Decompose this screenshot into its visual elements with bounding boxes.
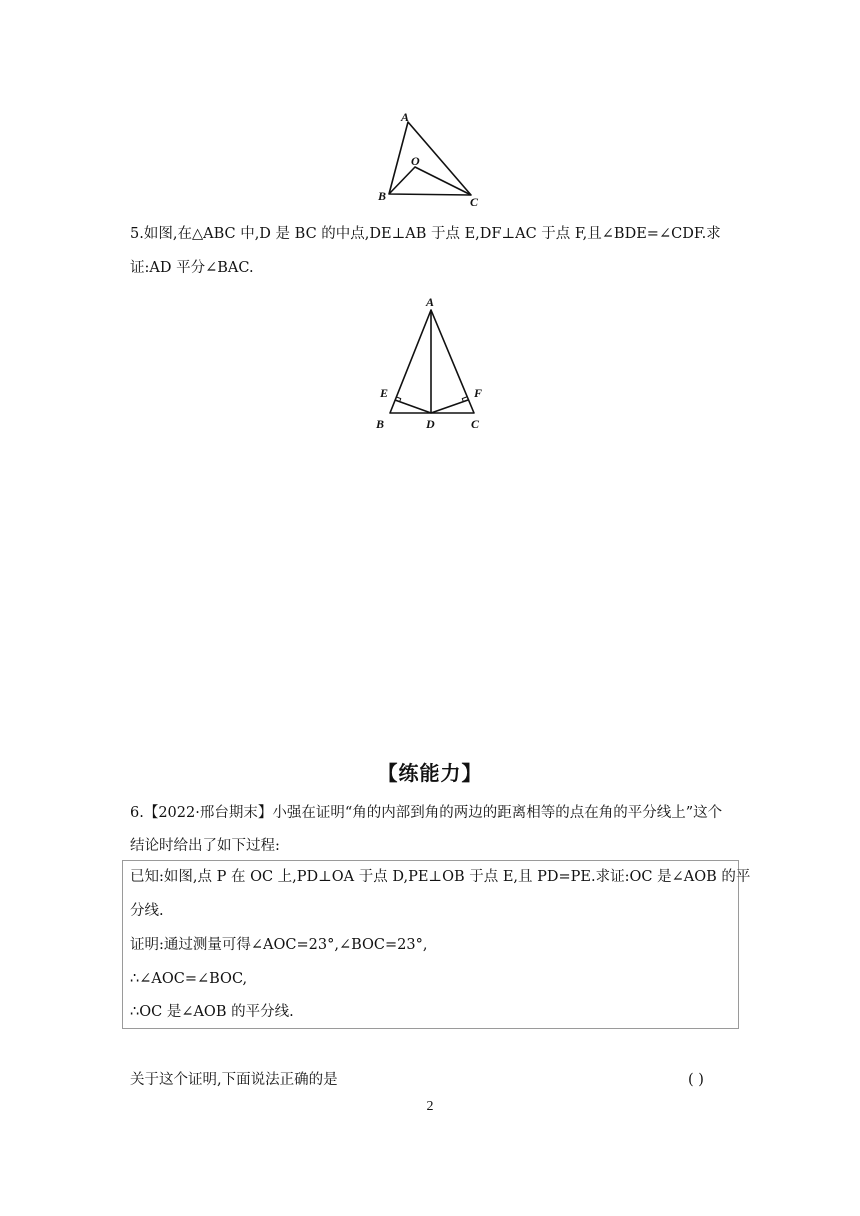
label-b: B <box>378 189 387 203</box>
label-a: A <box>401 110 410 124</box>
label-c: C <box>470 195 479 209</box>
label-f: F <box>474 386 483 400</box>
triangle-abc <box>389 122 471 195</box>
problem6-line1: 6.【2022·邢台期末】小强在证明“角的内部到角的两边的距离相等的点在角的平分线上”这个 <box>130 805 723 821</box>
label-e: E <box>380 386 389 400</box>
label-a: A <box>426 295 435 309</box>
problem5-line2: 证:AD 平分∠BAC. <box>130 260 254 276</box>
segment-df <box>431 400 468 413</box>
label-b: B <box>376 417 385 431</box>
problem5-line1: 5.如图,在△ABC 中,D 是 BC 的中点,DE⊥AB 于点 E,DF⊥AC 于点 F,且∠BDE=∠CDF.求 <box>130 226 721 242</box>
section-title: 【练能力】 <box>377 761 483 785</box>
proof-line-2: 分线. <box>130 903 164 919</box>
figure-triangle-abc-perpendiculars <box>370 290 495 435</box>
proof-line-3: 证明:通过测量可得∠AOC=23°,∠BOC=23°, <box>130 937 428 953</box>
segment-de <box>395 400 431 413</box>
proof-line-4: ∴∠AOC=∠BOC, <box>130 971 248 987</box>
triangle-abc <box>390 310 474 413</box>
page-number: 2 <box>426 1099 434 1114</box>
figure-triangle-abo <box>370 105 490 210</box>
problem6-line2: 结论时给出了如下过程: <box>130 838 280 854</box>
label-o: O <box>411 154 420 168</box>
label-c: C <box>471 417 480 431</box>
proof-line-5: ∴OC 是∠AOB 的平分线. <box>130 1004 294 1020</box>
problem6-question: 关于这个证明,下面说法正确的是 <box>130 1072 338 1088</box>
proof-line-1: 已知:如图,点 P 在 OC 上,PD⊥OA 于点 D,PE⊥OB 于点 E,且 PD=PE.求证:OC 是∠AOB 的平 <box>130 869 751 885</box>
label-d: D <box>426 417 435 431</box>
answer-blank: ( ) <box>688 1072 704 1088</box>
